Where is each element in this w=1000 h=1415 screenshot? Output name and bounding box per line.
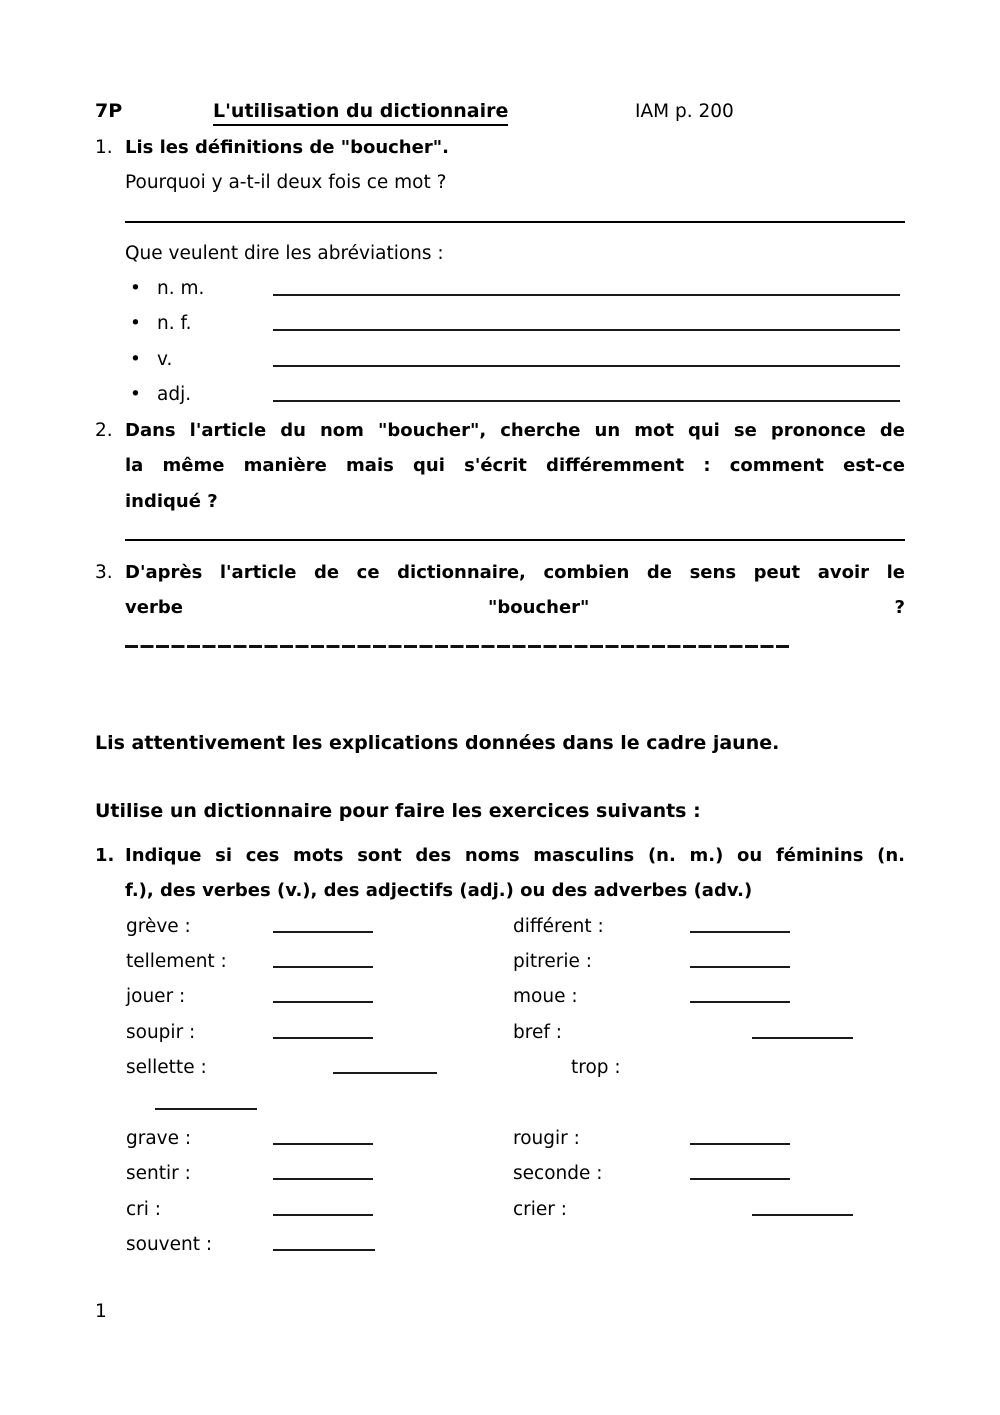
answer-blank (273, 907, 373, 933)
answer-blank (273, 376, 900, 402)
word-grave: grave : (126, 1128, 192, 1149)
word-different: différent : (513, 916, 604, 937)
q2-line-3: indiqué ? (125, 491, 218, 512)
q2-line-1: Dans l'article du nom "boucher", cherche un mot qui se prononce de (125, 420, 905, 441)
answer-blank (273, 270, 900, 296)
answer-blank (273, 1013, 373, 1039)
answer-blank (690, 907, 790, 933)
bullet-icon: • (130, 384, 141, 405)
ex1-line-2: f.), des verbes (v.), des adjectifs (adj.) ou des adverbes (adv.) (125, 880, 753, 901)
answer-blank (273, 305, 900, 331)
q3-line-2 (125, 596, 905, 619)
word-tellement: tellement : (126, 951, 227, 972)
answer-blank (273, 1225, 375, 1251)
answer-blank (690, 1119, 790, 1145)
answer-blank (273, 977, 373, 1003)
q1-abbr-intro: Que veulent dire les abréviations : (125, 243, 444, 264)
q3-question-mark: ? (894, 597, 905, 618)
word-rougir: rougir : (513, 1128, 580, 1149)
q1-number: 1. (95, 137, 113, 158)
word-greve: grève : (126, 916, 191, 937)
answer-blank (273, 942, 373, 968)
word-crier: crier : (513, 1199, 568, 1220)
answer-blank (273, 1190, 373, 1216)
q2-line-2: la même manière mais qui s'écrit différemment : comment est-ce (125, 455, 905, 476)
answer-line (125, 221, 905, 223)
answer-blank (752, 1190, 853, 1216)
answer-blank (273, 1154, 373, 1180)
ex1-line-1: Indique si ces mots sont des noms masculins (n. m.) ou féminins (n. (125, 845, 905, 866)
answer-blank (690, 942, 790, 968)
word-jouer: jouer : (126, 986, 186, 1007)
page-number: 1 (95, 1301, 107, 1322)
q3-line-1: D'après l'article de ce dictionnaire, combien de sens peut avoir le (125, 562, 905, 583)
instruction-use-dictionary: Utilise un dictionnaire pour faire les exercices suivants : (95, 800, 701, 822)
answer-blank (273, 341, 900, 367)
abbr-label-adj: adj. (157, 384, 192, 405)
word-cri: cri : (126, 1199, 162, 1220)
doc-code: 7P (95, 100, 123, 122)
bullet-icon: • (130, 278, 141, 299)
abbr-label-nm: n. m. (157, 278, 205, 299)
q1-subquestion: Pourquoi y a-t-il deux fois ce mot ? (125, 172, 447, 193)
bullet-icon: • (130, 349, 141, 370)
book-reference: IAM p. 200 (635, 101, 734, 122)
word-seconde: seconde : (513, 1163, 603, 1184)
page-title: L'utilisation du dictionnaire (213, 100, 508, 126)
word-pitrerie: pitrerie : (513, 951, 592, 972)
ex1-number: 1. (95, 845, 115, 866)
q3-word-verbe: verbe (125, 597, 183, 618)
answer-line-underscores (125, 645, 789, 648)
answer-blank (155, 1084, 257, 1110)
word-trop: trop : (571, 1057, 621, 1078)
word-souvent: souvent : (126, 1234, 213, 1255)
instruction-read-yellow-box: Lis attentivement les explications données dans le cadre jaune. (95, 732, 780, 754)
answer-blank (273, 1119, 373, 1145)
answer-blank (333, 1048, 437, 1074)
word-sentir: sentir : (126, 1163, 191, 1184)
abbr-label-nf: n. f. (157, 313, 192, 334)
q3-number: 3. (95, 562, 113, 583)
abbr-label-v: v. (157, 349, 173, 370)
q1-title: Lis les définitions de "boucher". (125, 137, 449, 158)
answer-blank (752, 1013, 853, 1039)
answer-blank (690, 977, 790, 1003)
bullet-icon: • (130, 313, 141, 334)
word-moue: moue : (513, 986, 578, 1007)
q3-word-boucher: "boucher" (488, 597, 590, 618)
word-bref: bref : (513, 1022, 562, 1043)
answer-blank (690, 1154, 790, 1180)
q2-number: 2. (95, 420, 113, 441)
answer-line (125, 539, 905, 541)
word-soupir: soupir : (126, 1022, 196, 1043)
word-sellette: sellette : (126, 1057, 207, 1078)
